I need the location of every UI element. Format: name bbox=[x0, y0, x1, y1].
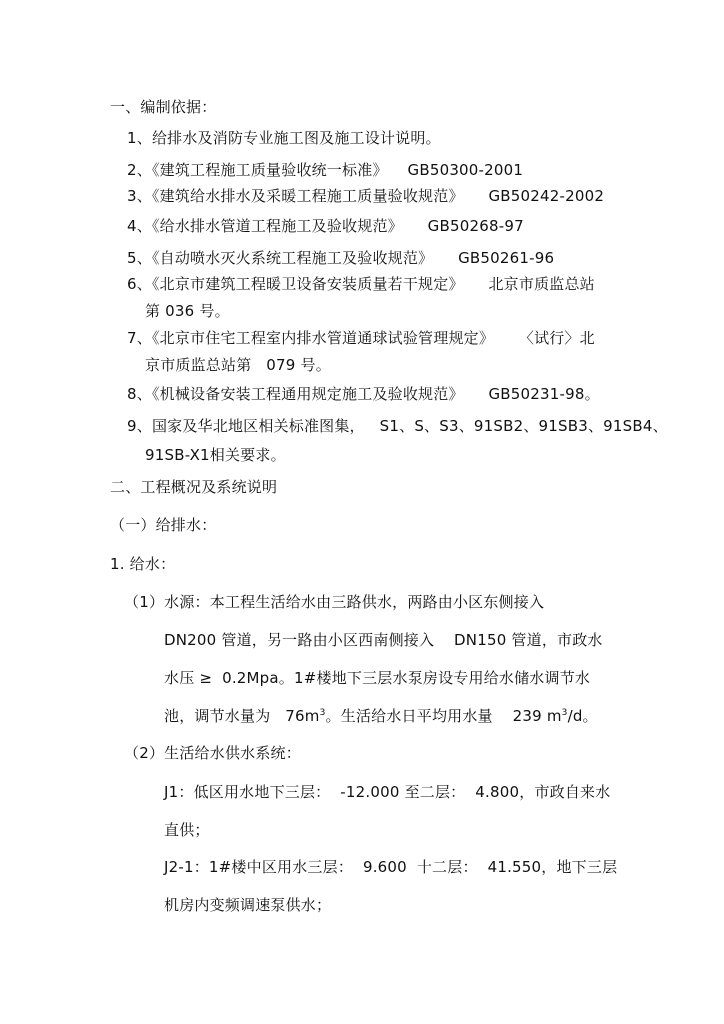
basis-item-8: 8、《机械设备安装工程通用规定施工及验收规范》 GB50231-98。 bbox=[127, 385, 600, 403]
superscript-3: 3 bbox=[319, 708, 326, 718]
basis-item-7-cont: 京市质监总站第 079 号。 bbox=[145, 356, 331, 374]
subsection-heading-plumbing: （一）给排水： bbox=[110, 516, 217, 534]
basis-item-7: 7、《北京市住宅工程室内排水管道通球试验管理规定》 〈试行〉北 bbox=[127, 329, 595, 347]
basis-item-9-cont: 91SB-X1相关要求。 bbox=[145, 446, 286, 464]
supply-j1-line-2: 直供； bbox=[164, 821, 210, 839]
water-source-line-4-pre: 池，调节水量为 76m bbox=[164, 707, 320, 725]
basis-item-4: 4、《给水排水管道工程施工及验收规范》 GB50268-97 bbox=[127, 217, 524, 235]
basis-item-6: 6、《北京市建筑工程暖卫设备安装质量若干规定》 北京市质监总站 bbox=[127, 275, 595, 293]
basis-item-1: 1、给排水及消防专业施工图及施工设计说明。 bbox=[127, 129, 441, 147]
water-source-line-1: （1）水源：本工程生活给水由三路供水，两路由小区东侧接入 bbox=[124, 593, 545, 611]
water-source-line-4-post: /d。 bbox=[567, 707, 598, 725]
section-heading-overview: 二、工程概况及系统说明 bbox=[110, 478, 278, 496]
basis-item-9: 9、国家及华北地区相关标准图集， S1、S、S3、91SB2、91SB3、91SB4、 bbox=[127, 417, 668, 435]
basis-item-6-cont: 第 036 号。 bbox=[145, 302, 230, 320]
basis-item-2: 2、《建筑工程施工质量验收统一标准》 GB50300-2001 bbox=[127, 161, 524, 179]
section-heading-basis: 一、编制依据： bbox=[110, 98, 217, 116]
water-source-line-2: DN200 管道，另一路由小区西南侧接入 DN150 管道，市政水 bbox=[164, 631, 603, 649]
water-source-line-3: 水压 ≥ 0.2Mpa。1#楼地下三层水泵房设专用给水储水调节水 bbox=[164, 669, 591, 687]
supply-j2-line-2: 机房内变频调速泵供水； bbox=[164, 896, 332, 914]
superscript-3: 3 bbox=[561, 708, 568, 718]
supply-j2-line-1: J2-1：1#楼中区用水三层： 9.600 十二层： 41.550，地下三层 bbox=[164, 858, 618, 876]
basis-item-5: 5、《自动喷水灭火系统工程施工及验收规范》 GB50261-96 bbox=[127, 249, 555, 267]
water-source-line-4-mid: 。生活给水日平均用水量 239 m bbox=[325, 707, 562, 725]
basis-item-3: 3、《建筑给水排水及采暖工程施工质量验收规范》 GB50242-2002 bbox=[127, 187, 605, 205]
subsection-heading-water-supply: 1. 给水： bbox=[110, 555, 176, 573]
supply-j1-line-1: J1：低区用水地下三层： -12.000 至二层： 4.800，市政自来水 bbox=[164, 783, 611, 801]
water-source-line-4 bbox=[164, 706, 598, 726]
supply-system-heading: （2）生活给水供水系统： bbox=[124, 744, 301, 762]
